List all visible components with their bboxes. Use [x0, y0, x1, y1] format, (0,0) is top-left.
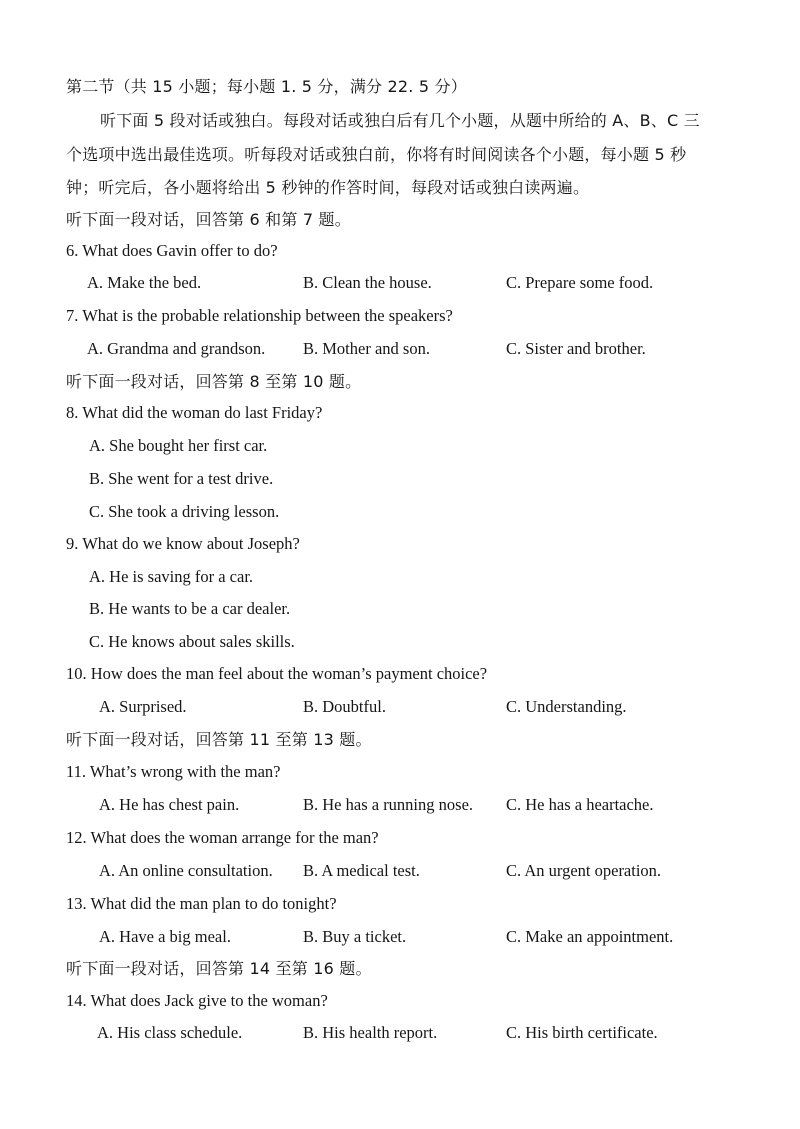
q13-option-a: A. Have a big meal.: [99, 927, 231, 946]
q11-option-a: A. He has chest pain.: [99, 795, 240, 814]
question-6: 6. What does Gavin offer to do?: [66, 241, 278, 260]
group-intro: 听下面一段对话，回答第 11 至第 13 题。: [66, 730, 372, 749]
q6-option-c: C. Prepare some food.: [506, 273, 654, 292]
instructions-line-2: 个选项中选出最佳选项。听每段对话或独白前，你将有时间阅读各个小题，每小题 5 秒: [66, 145, 687, 164]
q14-option-a: A. His class schedule.: [97, 1023, 243, 1042]
q7-option-b: B. Mother and son.: [303, 339, 430, 358]
question-14: 14. What does Jack give to the woman?: [66, 991, 328, 1010]
q10-option-a: A. Surprised.: [99, 697, 187, 716]
q6-option-b: B. Clean the house.: [303, 273, 432, 292]
group-intro: 听下面一段对话，回答第 6 和第 7 题。: [66, 210, 351, 229]
q14-option-b: B. His health report.: [303, 1023, 438, 1042]
q9-option-a: A. He is saving for a car.: [89, 567, 254, 586]
q6-option-a: A. Make the bed.: [87, 273, 202, 292]
q9-option-c: C. He knows about sales skills.: [89, 632, 295, 651]
section-heading: 第二节（共 15 小题；每小题 1. 5 分，满分 22. 5 分）: [66, 77, 467, 96]
q7-option-c: C. Sister and brother.: [506, 339, 646, 358]
q7-option-a: A. Grandma and grandson.: [87, 339, 266, 358]
question-11: 11. What’s wrong with the man?: [66, 762, 281, 781]
instructions-line-1: 听下面 5 段对话或独白。每段对话或独白后有几个小题，从题中所给的 A、B、C 三: [100, 111, 700, 130]
group-intro: 听下面一段对话，回答第 14 至第 16 题。: [66, 959, 372, 978]
question-10: 10. How does the man feel about the woman’s payment choice?: [66, 664, 488, 683]
question-12: 12. What does the woman arrange for the man?: [66, 828, 379, 847]
instructions-line-3: 钟；听完后，各小题将给出 5 秒钟的作答时间，每段对话或独白读两遍。: [66, 178, 590, 197]
q12-option-c: C. An urgent operation.: [506, 861, 662, 880]
q14-option-c: C. His birth certificate.: [506, 1023, 658, 1042]
question-13: 13. What did the man plan to do tonight?: [66, 894, 337, 913]
q8-option-c: C. She took a driving lesson.: [89, 502, 280, 521]
q10-option-b: B. Doubtful.: [303, 697, 386, 716]
q13-option-c: C. Make an appointment.: [506, 927, 674, 946]
q12-option-b: B. A medical test.: [303, 861, 420, 880]
q10-option-c: C. Understanding.: [506, 697, 627, 716]
q9-option-b: B. He wants to be a car dealer.: [89, 599, 291, 618]
question-7: 7. What is the probable relationship between the speakers?: [66, 306, 453, 325]
q8-option-a: A. She bought her first car.: [89, 436, 268, 455]
q8-option-b: B. She went for a test drive.: [89, 469, 274, 488]
q11-option-c: C. He has a heartache.: [506, 795, 654, 814]
q11-option-b: B. He has a running nose.: [303, 795, 474, 814]
q12-option-a: A. An online consultation.: [99, 861, 273, 880]
group-intro: 听下面一段对话，回答第 8 至第 10 题。: [66, 372, 362, 391]
q13-option-b: B. Buy a ticket.: [303, 927, 407, 946]
question-9: 9. What do we know about Joseph?: [66, 534, 300, 553]
question-8: 8. What did the woman do last Friday?: [66, 403, 323, 422]
